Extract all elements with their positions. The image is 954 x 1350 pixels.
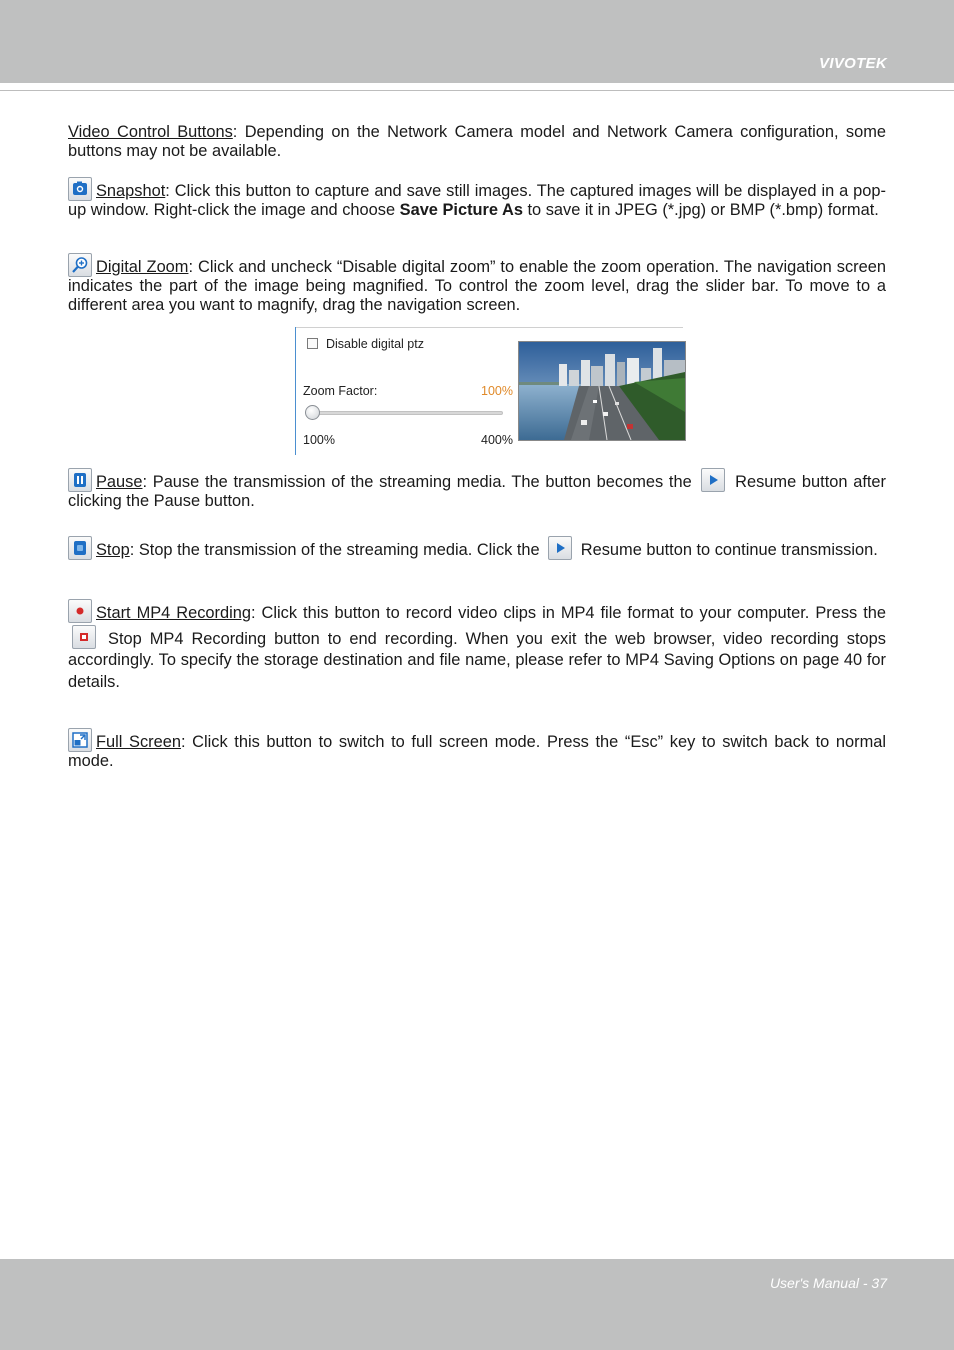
stop-recording-button[interactable] [72,625,96,649]
pause-paragraph [68,468,886,511]
save-picture-as-label: Save Picture As [399,201,523,219]
digital-zoom-title: Digital Zoom [96,258,189,276]
record-paragraph [68,599,886,693]
navigation-screen[interactable] [518,341,686,441]
full-screen-text: : Click this button to switch to full screen mode. Press the “Esc” key to switch back to normal mode. [68,733,887,770]
zoom-slider-track[interactable] [307,411,503,415]
zoom-factor-value: 100% [481,384,513,398]
resume-button-inline[interactable] [548,536,572,560]
pause-button[interactable] [68,468,92,492]
snapshot-paragraph [68,177,886,220]
footer-band [0,1259,954,1350]
record-title: Start MP4 Recording [96,604,251,622]
stop-icon [71,539,89,557]
panel-left-border [295,327,296,455]
header-band [0,0,954,83]
disable-digital-ptz-label: Disable digital ptz [326,337,424,351]
digital-zoom-paragraph [68,253,886,315]
zoom-slider-handle[interactable] [305,405,320,420]
video-control-text: : Depending on the Network Camera model and Network Camera configuration, some buttons may not be available. [68,123,887,160]
pause-text: : Pause the transmission of the streaming media. The button becomes the [142,473,698,491]
page-number: User's Manual - 37 [769,1275,887,1291]
snapshot-title: Snapshot [96,182,166,200]
stop-paragraph [68,536,886,560]
zoom-factor-label: Zoom Factor: [303,384,378,398]
pause-icon [71,471,89,489]
brand-logo: VIVOTEK [819,55,887,72]
snapshot-button[interactable] [68,177,92,201]
start-recording-button[interactable] [68,599,92,623]
resume-button[interactable] [701,468,725,492]
zoom-in-icon [71,256,89,274]
record-text: : Click this button to record video clips in MP4 file format to your computer. Press the [251,604,886,622]
zoom-slider-max-label: 400% [481,433,513,447]
stop-recording-icon [75,628,93,646]
stop-button[interactable] [68,536,92,560]
camera-icon [71,180,89,198]
stop-text-end: Resume button to continue transmission. [576,541,878,559]
video-control-paragraph [68,123,886,161]
full-screen-button[interactable] [68,728,92,752]
digital-zoom-text: : Click and uncheck “Disable digital zoom” to enable the zoom operation. The navigation screen indicates the part of the image being magnified. To control the zoom level, drag the slider bar. To move to a different area you want to magnify, drag the navigation screen. [68,258,886,314]
city-highway-image [519,342,685,440]
record-text-end: Stop MP4 Recording button to end recording. When you exit the web browser, video recording stops accordingly. To specify the storage destination and file name, please refer to MP4 Saving Options on page 40 for details. [68,629,886,691]
play-icon [551,539,569,557]
play-icon [704,471,722,489]
full-screen-icon [71,731,89,749]
stop-title: Stop [96,541,130,559]
digital-zoom-panel [295,327,687,455]
panel-top-border [295,327,683,328]
disable-digital-ptz-checkbox[interactable] [307,338,318,349]
stop-text: : Stop the transmission of the streaming media. Click the [129,541,545,559]
video-control-title: Video Control Buttons [68,123,233,141]
full-screen-title: Full Screen [96,733,181,751]
pause-title: Pause [96,473,143,491]
header-divider [0,90,954,91]
record-icon [71,602,89,620]
snapshot-text-end: to save it in JPEG (*.jpg) or BMP (*.bmp) format. [522,201,879,219]
full-screen-paragraph [68,728,886,771]
pause-text-end: Resume button after clicking the Pause button. [68,473,886,510]
zoom-slider-min-label: 100% [303,433,335,447]
snapshot-text: : Click this button to capture and save still images. The captured images will be displayed in a pop-up window. Right-click the image and choose [68,182,886,219]
digital-zoom-button[interactable] [68,253,92,277]
